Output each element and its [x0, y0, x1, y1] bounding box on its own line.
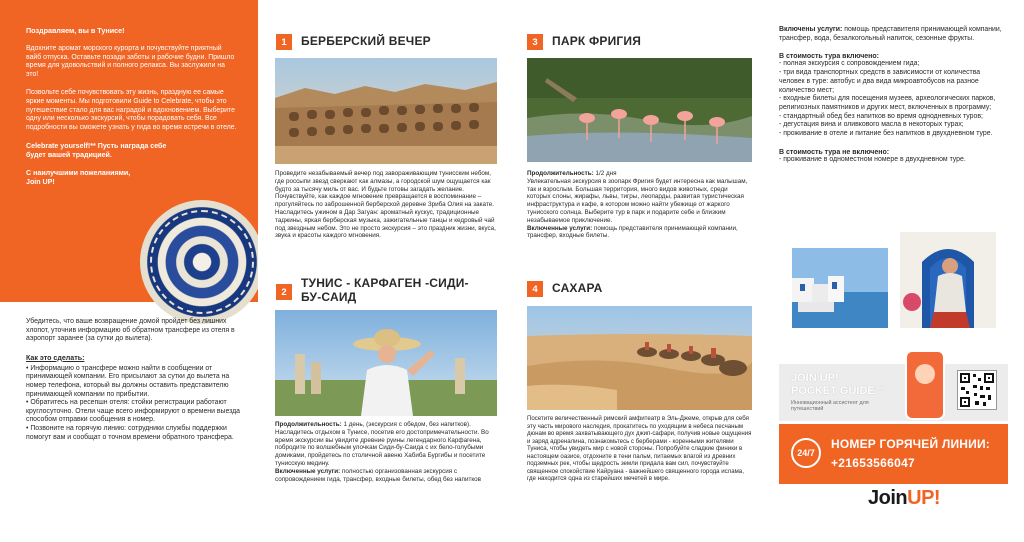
price-item-1: - полная экскурсия с сопровождением гида; [779, 60, 920, 68]
tour-4-title: САХАРА [552, 281, 603, 295]
tour-4-number: 4 [527, 281, 543, 297]
tour-3-number: 3 [527, 34, 543, 50]
return-transfer-info [26, 318, 242, 442]
tour-1-header [276, 34, 431, 50]
price-item-2: - три вида транспортных средств в зависимости от количества человек в туре: автобус и два вида микроавтобусов на разное количество мест; [779, 69, 981, 94]
tour-3-included-label: Включенные услуги: [527, 224, 593, 232]
sahara-camels-photo [527, 306, 752, 410]
pocket-guide-subtitle: Инновационный ассистент для путешествий [791, 400, 869, 413]
qr-code-icon[interactable] [957, 370, 997, 410]
join-up-logo [868, 487, 940, 510]
return-text: Убедитесь, что ваше возвращение домой пройдет без лишних хлопот, уточнив информацию об обратном трансфере из отеля в аэропорт заранее (за сутки до вылета). [26, 318, 235, 343]
tour-3-duration-text: 1/2 дня [593, 170, 617, 177]
logo-text-accent: UP! [907, 487, 941, 509]
price-item-4: - стандартный обед без напитков во время однодневных туров; [779, 112, 983, 120]
woman-with-hat-photo [275, 310, 497, 416]
wishes-line-2: Join UP! [26, 177, 55, 186]
price-included-heading: В стоимость тура включено: [779, 53, 880, 61]
hotline-banner[interactable] [779, 424, 1008, 484]
logo-text-main: Join [868, 487, 908, 509]
tour-1-number: 1 [276, 34, 292, 50]
intro-paragraph-1: Вдохните аромат морского курорта и почувствуйте приятный вайб отпуска. Оставьте позади заботы и рабочие будни. Пришло время для удовольствий и полного релакса. Вы заслужили на это! [26, 45, 235, 78]
bullet-3: • Позвоните на горячую линию: сотрудники службы поддержки помогут вам и сообщат о точном времени обратного трансфера. [26, 424, 234, 441]
wishes-line-1: С наилучшими пожеланиями, [26, 168, 131, 177]
tour-3-included-text: помощь представителя принимающей компании, трансфер, входные билеты. [527, 224, 738, 240]
pocket-guide-line-1: JOIN UP! [791, 372, 839, 384]
services-included-text: помощь представителя принимающей компании, трансфер, вода, безалкогольный напиток, сезонные фрукты. [779, 26, 1002, 42]
tour-3-header [527, 34, 641, 50]
tour-3-title: ПАРК ФРИГИЯ [552, 34, 642, 48]
plate-pattern-ring [150, 210, 254, 314]
tour-3-duration-label: Продолжительность: [527, 170, 594, 177]
tour-2-included-text: полностью организованная экскурсия с сопровождением гида, трансфер, входные билеты, обед без напитков [275, 467, 482, 483]
hotline-title: НОМЕР ГОРЯЧЕЙ ЛИНИИ: [831, 437, 990, 451]
price-item-3: - входные билеты для посещения музеев, археологических парков, религиозных памятников и других мест, включенных в программу; [779, 95, 996, 111]
tour-3-body: Увлекательная экскурсия в зоопарк Фригия будет интересна как малышам, так и взрослым. Большая территория, много видов животных, среди которых слоны, жирафы, львы, тигры, леопарды, развитая туристическая инфраструктура и кафе, в котором можно найти убежище от жаркого тунисского солнца. Выберите тур в парк и подарите себе и близким незабываемое приключение. [527, 177, 748, 224]
berber-village-photo [275, 58, 497, 164]
price-item-6: - проживание в отеле и питание без напитков в двухдневном туре. [779, 130, 993, 138]
pocket-guide-line-2: POCKET GUIDE™ [791, 385, 886, 397]
intro-paragraph-2: Позвольте себе почувствовать эту жизнь, праздную ее самые яркие моменты. Мы подготовили Guide to Celebrate, чтобы это путешествие стало для вас наградой и вдохновением. Выберите одну или несколько экскурсий, чтобы порадовать себя. Все подробности вы сможете узнать у гида во время встречи в отеле. [26, 89, 237, 131]
tour-2-title-line-1: ТУНИС - КАРФАГЕН -СИДИ- [301, 276, 469, 290]
price-excluded-heading: В стоимость тура не включено: [779, 148, 890, 156]
phone-illustration [905, 350, 945, 420]
tour-2-title-line-2: БУ-САИД [301, 290, 357, 304]
services-included [779, 26, 1007, 43]
pocket-guide-banner[interactable] [779, 364, 1008, 421]
intro-panel [0, 0, 258, 542]
tour-1-title: БЕРБЕРСКИЙ ВЕЧЕР [301, 34, 431, 48]
assistant-face-icon [915, 364, 935, 384]
tour-2-duration-text: 1 день, (экскурсия с обедом, без напитков). Насладитесь отдыхом в Тунисе, посетив его достопримечательности. Во время экскурсии вы увидите древние руины легендарного Карфагена, побродите по волшебным улочкам Сиди-бу-Саида с их бело-голубыми домиками, пройдетесь по столичной авеню Хабиба Бургибы и посетите тунисскую медину. [275, 421, 489, 467]
tour-pricing-info [779, 26, 1007, 164]
bullet-1: • Информацию о трансфере можно найти в сообщении от принимающей компании. Его присылают за сутки до вылета на номер телефона, который вы должны оставить представителю принимающей компании по прибытии. [26, 364, 230, 398]
excluded-item-1: - проживание в одноместном номере в двухдневном туре. [779, 155, 966, 163]
services-included-label: Включены услуги: [779, 26, 843, 33]
tour-3-text [527, 170, 753, 240]
hotline-number[interactable]: +21653566047 [831, 456, 916, 470]
greeting-heading: Поздравляем, вы в Тунисе! [26, 26, 125, 35]
sidi-bou-said-photo [792, 248, 888, 328]
tour-1-text: Проведите незабываемый вечер под завораживающим тунисским небом, где россыпи звезд сверкают как алмазы, а городской шум ощущается как будто за тысячу миль от вас. И будьте готовы загадать желание. Почувствуйте, как каждое мгновение превращается в воспоминание – прогуляйтесь по заброшенной берберской деревне Зриба Олия на закате. Насладитесь ужином в Дар Загуан: ароматный кускус, традиционные таджины, яркая берберская музыка, зажигательные танцы и кедровый чай под звездным небом. Это не просто экскурсия – это праздник жизни, вкуса, звука и красоты каждого мгновения. [275, 170, 496, 240]
tour-4-header [527, 281, 603, 297]
flamingos-photo [527, 58, 752, 162]
tour-2-number: 2 [276, 284, 292, 300]
slogan: Celebrate yourself!** Пусть награда себе будет вашей традицией. [26, 142, 167, 160]
support-24-7-icon: 24/7 [791, 438, 821, 468]
tour-2-included-label: Включенные услуги: [275, 467, 341, 475]
woman-blue-door-photo [900, 232, 996, 328]
bullet-2: • Обратитесь на ресепшн отеля: стойки регистрации работают круглосуточно. Отели чаще всего информируют о времени выезда способом отправки сообщения в номер. [26, 399, 240, 424]
tour-2-duration-label: Продолжительность: [275, 421, 342, 428]
tour-4-text: Посетите величественный римский амфитеатр в Эль-Джеме, открыв для себя эту часть мирового наследия, прокатитесь по уходящим в небеса песчаным дюнам во время захватывающего дух джип-сафари, получив новые ощущения и заряд адреналина, познакомьтесь с берберами - коренными жителями Туниса, чтобы увидеть мир с новой стороны. Попробуйте сладкие финики в настоящем оазисе, отдохните в тени пальм, питаемых влагой из древних подземных рек, чтобы щедрость земли придала вам сил, почувствуйте священное спокойствие Кайруана - важнейшего священного города ислама, где находится одна из старейших мечетей в мире. [527, 415, 752, 482]
tour-2-text [275, 421, 497, 483]
how-heading: Как это сделать: [26, 353, 85, 362]
tour-2-header [276, 276, 469, 304]
price-item-5: - дегустация вина и оливкового масла в некоторых турах; [779, 121, 964, 129]
